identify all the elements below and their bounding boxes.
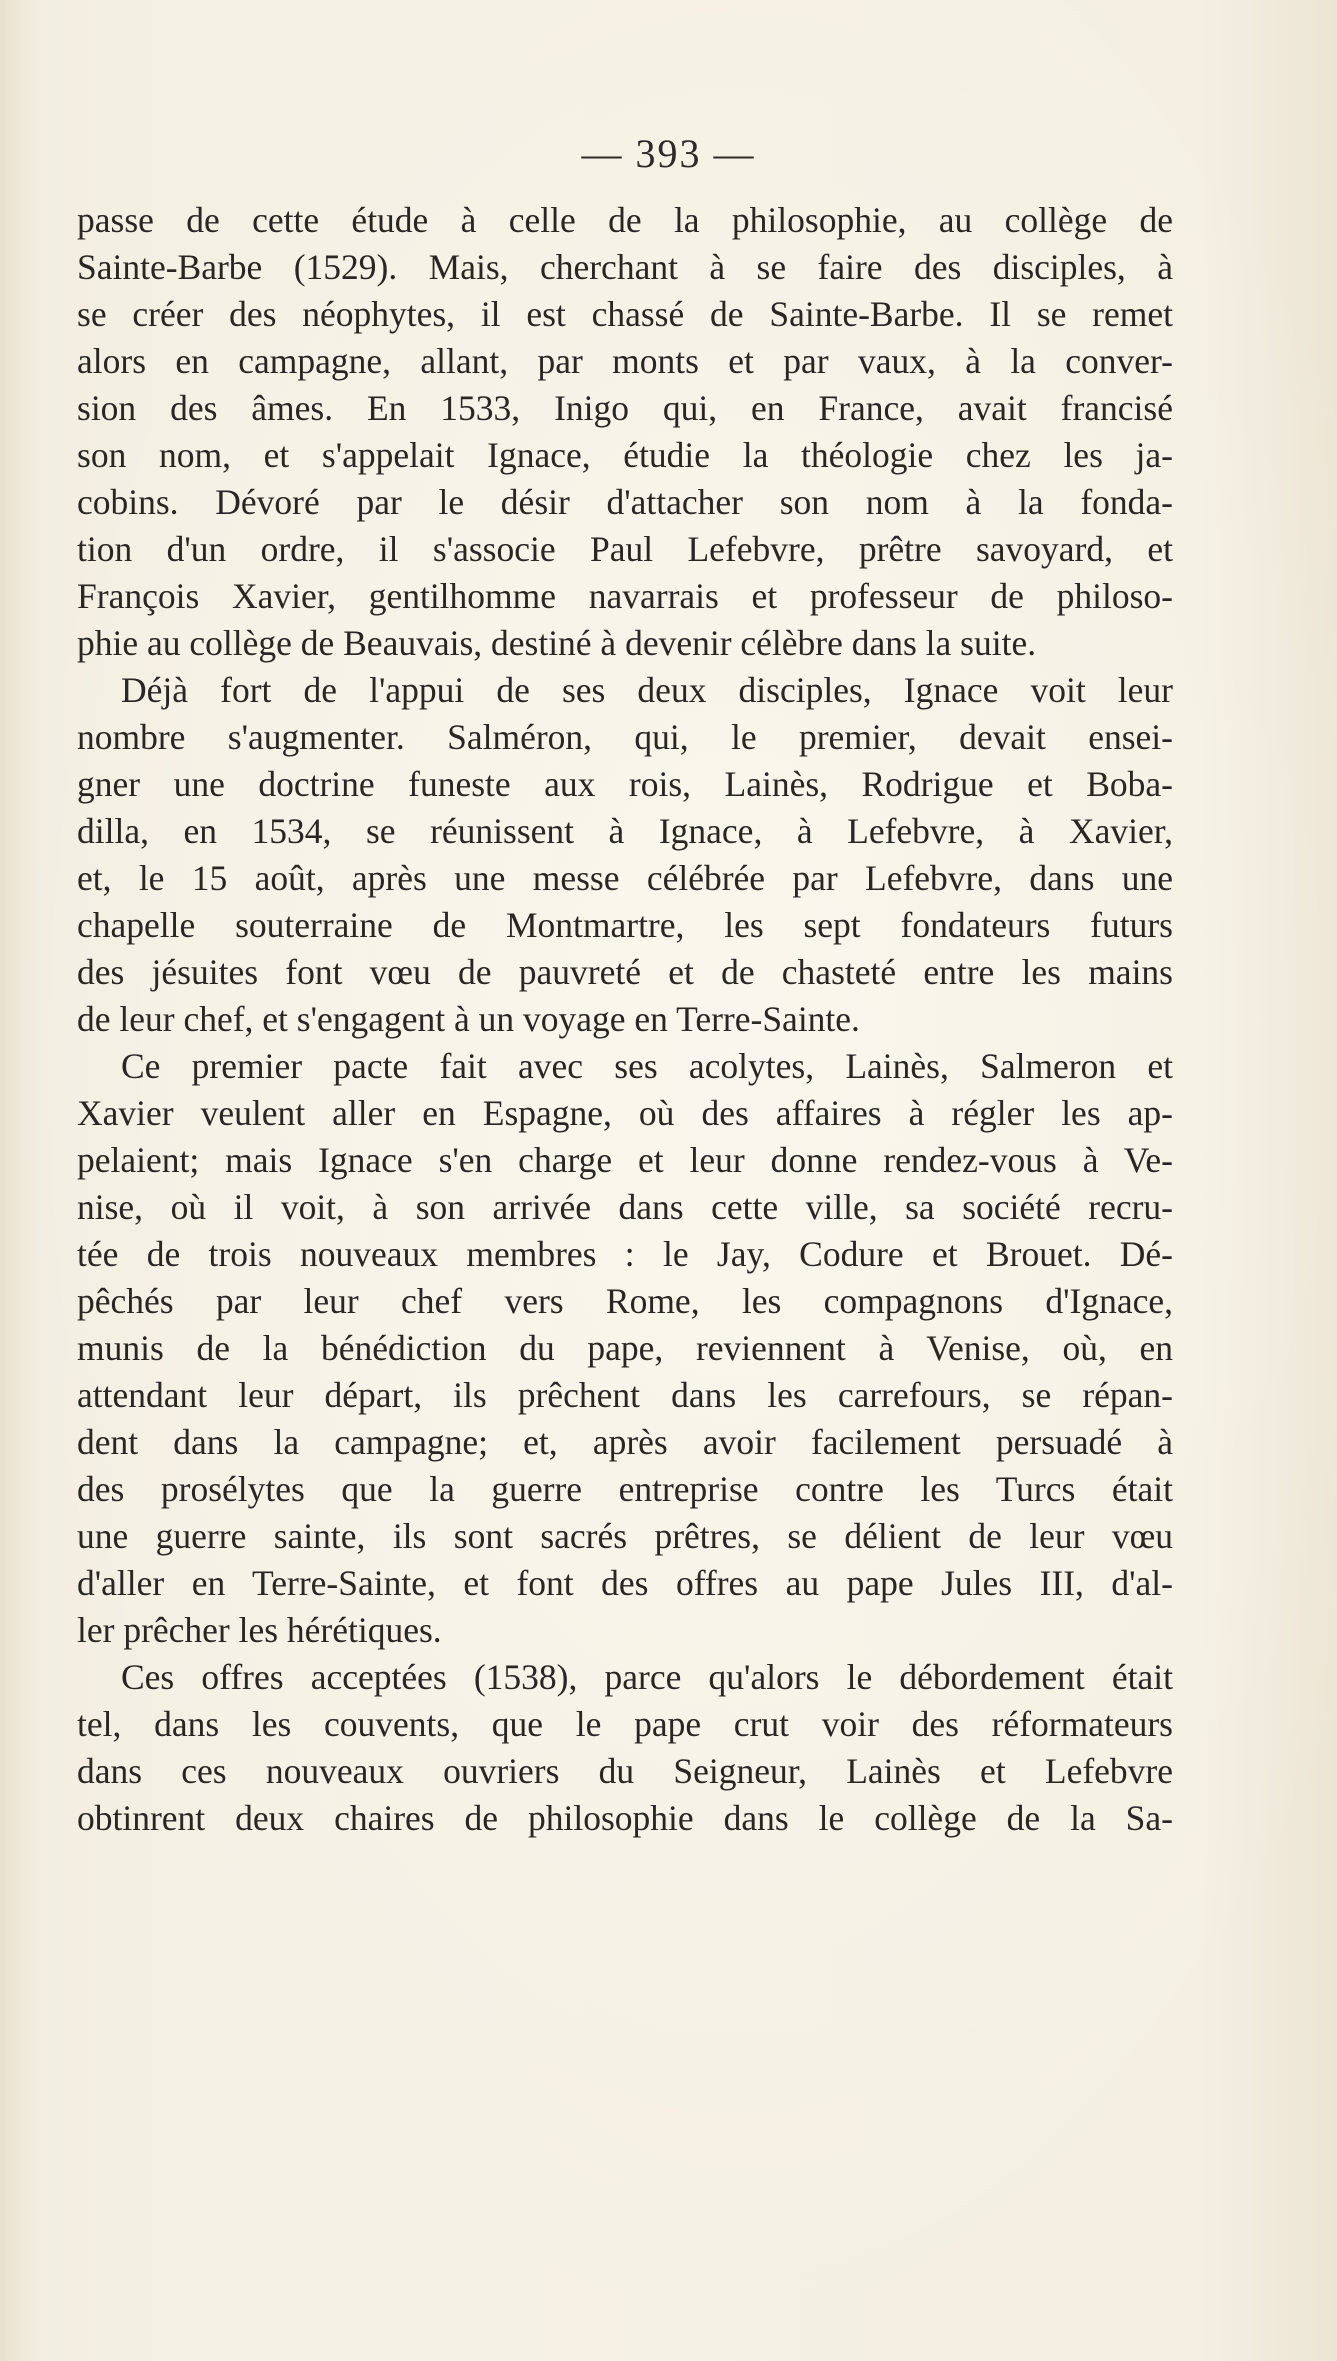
text-line: Ce premier pacte fait avec ses acolytes, Lainès, Salmeron et xyxy=(121,1046,1173,1086)
text-line: nombre s'augmenter. Salméron, qui, le premier, devait ensei- xyxy=(77,717,1173,757)
text-line: obtinrent deux chaires de philosophie dans le collège de la Sa- xyxy=(77,1798,1173,1838)
text-line: se créer des néophytes, il est chassé de Sainte-Barbe. Il se remet xyxy=(77,294,1173,334)
text-line: phie au collège de Beauvais, destiné à devenir célèbre dans la suite. xyxy=(77,623,1037,663)
page-number: — 393 — xyxy=(581,131,756,176)
text-line: munis de la bénédiction du pape, reviennent à Venise, où, en xyxy=(77,1328,1173,1368)
text-line: tel, dans les couvents, que le pape crut voir des réformateurs xyxy=(77,1704,1173,1744)
text-line: nise, où il voit, à son arrivée dans cette ville, sa société recru- xyxy=(77,1187,1173,1227)
text-line: et, le 15 août, après une messe célébrée par Lefebvre, dans une xyxy=(77,858,1173,898)
text-line: pêchés par leur chef vers Rome, les compagnons d'Ignace, xyxy=(77,1281,1173,1321)
text-line: des prosélytes que la guerre entreprise contre les Turcs était xyxy=(77,1469,1173,1509)
text-line: des jésuites font vœu de pauvreté et de chasteté entre les mains xyxy=(77,952,1173,992)
text-line: son nom, et s'appelait Ignace, étudie la théologie chez les ja- xyxy=(77,435,1173,475)
text-line: dilla, en 1534, se réunissent à Ignace, à Lefebvre, à Xavier, xyxy=(77,811,1173,851)
text-line: cobins. Dévoré par le désir d'attacher son nom à la fonda- xyxy=(77,482,1173,522)
text-line: de leur chef, et s'engagent à un voyage en Terre-Sainte. xyxy=(77,999,860,1039)
text-line: ler prêcher les hérétiques. xyxy=(77,1610,442,1650)
text-line: passe de cette étude à celle de la philosophie, au collège de xyxy=(77,200,1173,240)
text-line: Déjà fort de l'appui de ses deux disciples, Ignace voit leur xyxy=(121,670,1173,710)
text-line: une guerre sainte, ils sont sacrés prêtres, se délient de leur vœu xyxy=(77,1516,1173,1556)
text-line: dans ces nouveaux ouvriers du Seigneur, Lainès et Lefebvre xyxy=(77,1751,1173,1791)
text-line: dent dans la campagne; et, après avoir facilement persuadé à xyxy=(77,1422,1173,1462)
text-line: sion des âmes. En 1533, Inigo qui, en France, avait francisé xyxy=(77,388,1173,428)
text-line: chapelle souterraine de Montmartre, les sept fondateurs futurs xyxy=(77,905,1173,945)
text-line: Ces offres acceptées (1538), parce qu'alors le débordement était xyxy=(121,1657,1173,1697)
text-line: attendant leur départ, ils prêchent dans les carrefours, se répan- xyxy=(77,1375,1173,1415)
text-line: Xavier veulent aller en Espagne, où des affaires à régler les ap- xyxy=(77,1093,1173,1133)
text-line: tée de trois nouveaux membres : le Jay, Codure et Brouet. Dé- xyxy=(77,1234,1173,1274)
text-line: pelaient; mais Ignace s'en charge et leur donne rendez-vous à Ve- xyxy=(77,1140,1173,1180)
text-line: Sainte-Barbe (1529). Mais, cherchant à se faire des disciples, à xyxy=(77,247,1173,287)
text-line: gner une doctrine funeste aux rois, Lainès, Rodrigue et Boba- xyxy=(77,764,1173,804)
text-line: François Xavier, gentilhomme navarrais et professeur de philoso- xyxy=(77,576,1173,616)
text-line: alors en campagne, allant, par monts et par vaux, à la conver- xyxy=(77,341,1173,381)
text-line: d'aller en Terre-Sainte, et font des offres au pape Jules III, d'al- xyxy=(77,1563,1173,1603)
text-line: tion d'un ordre, il s'associe Paul Lefebvre, prêtre savoyard, et xyxy=(77,529,1173,569)
